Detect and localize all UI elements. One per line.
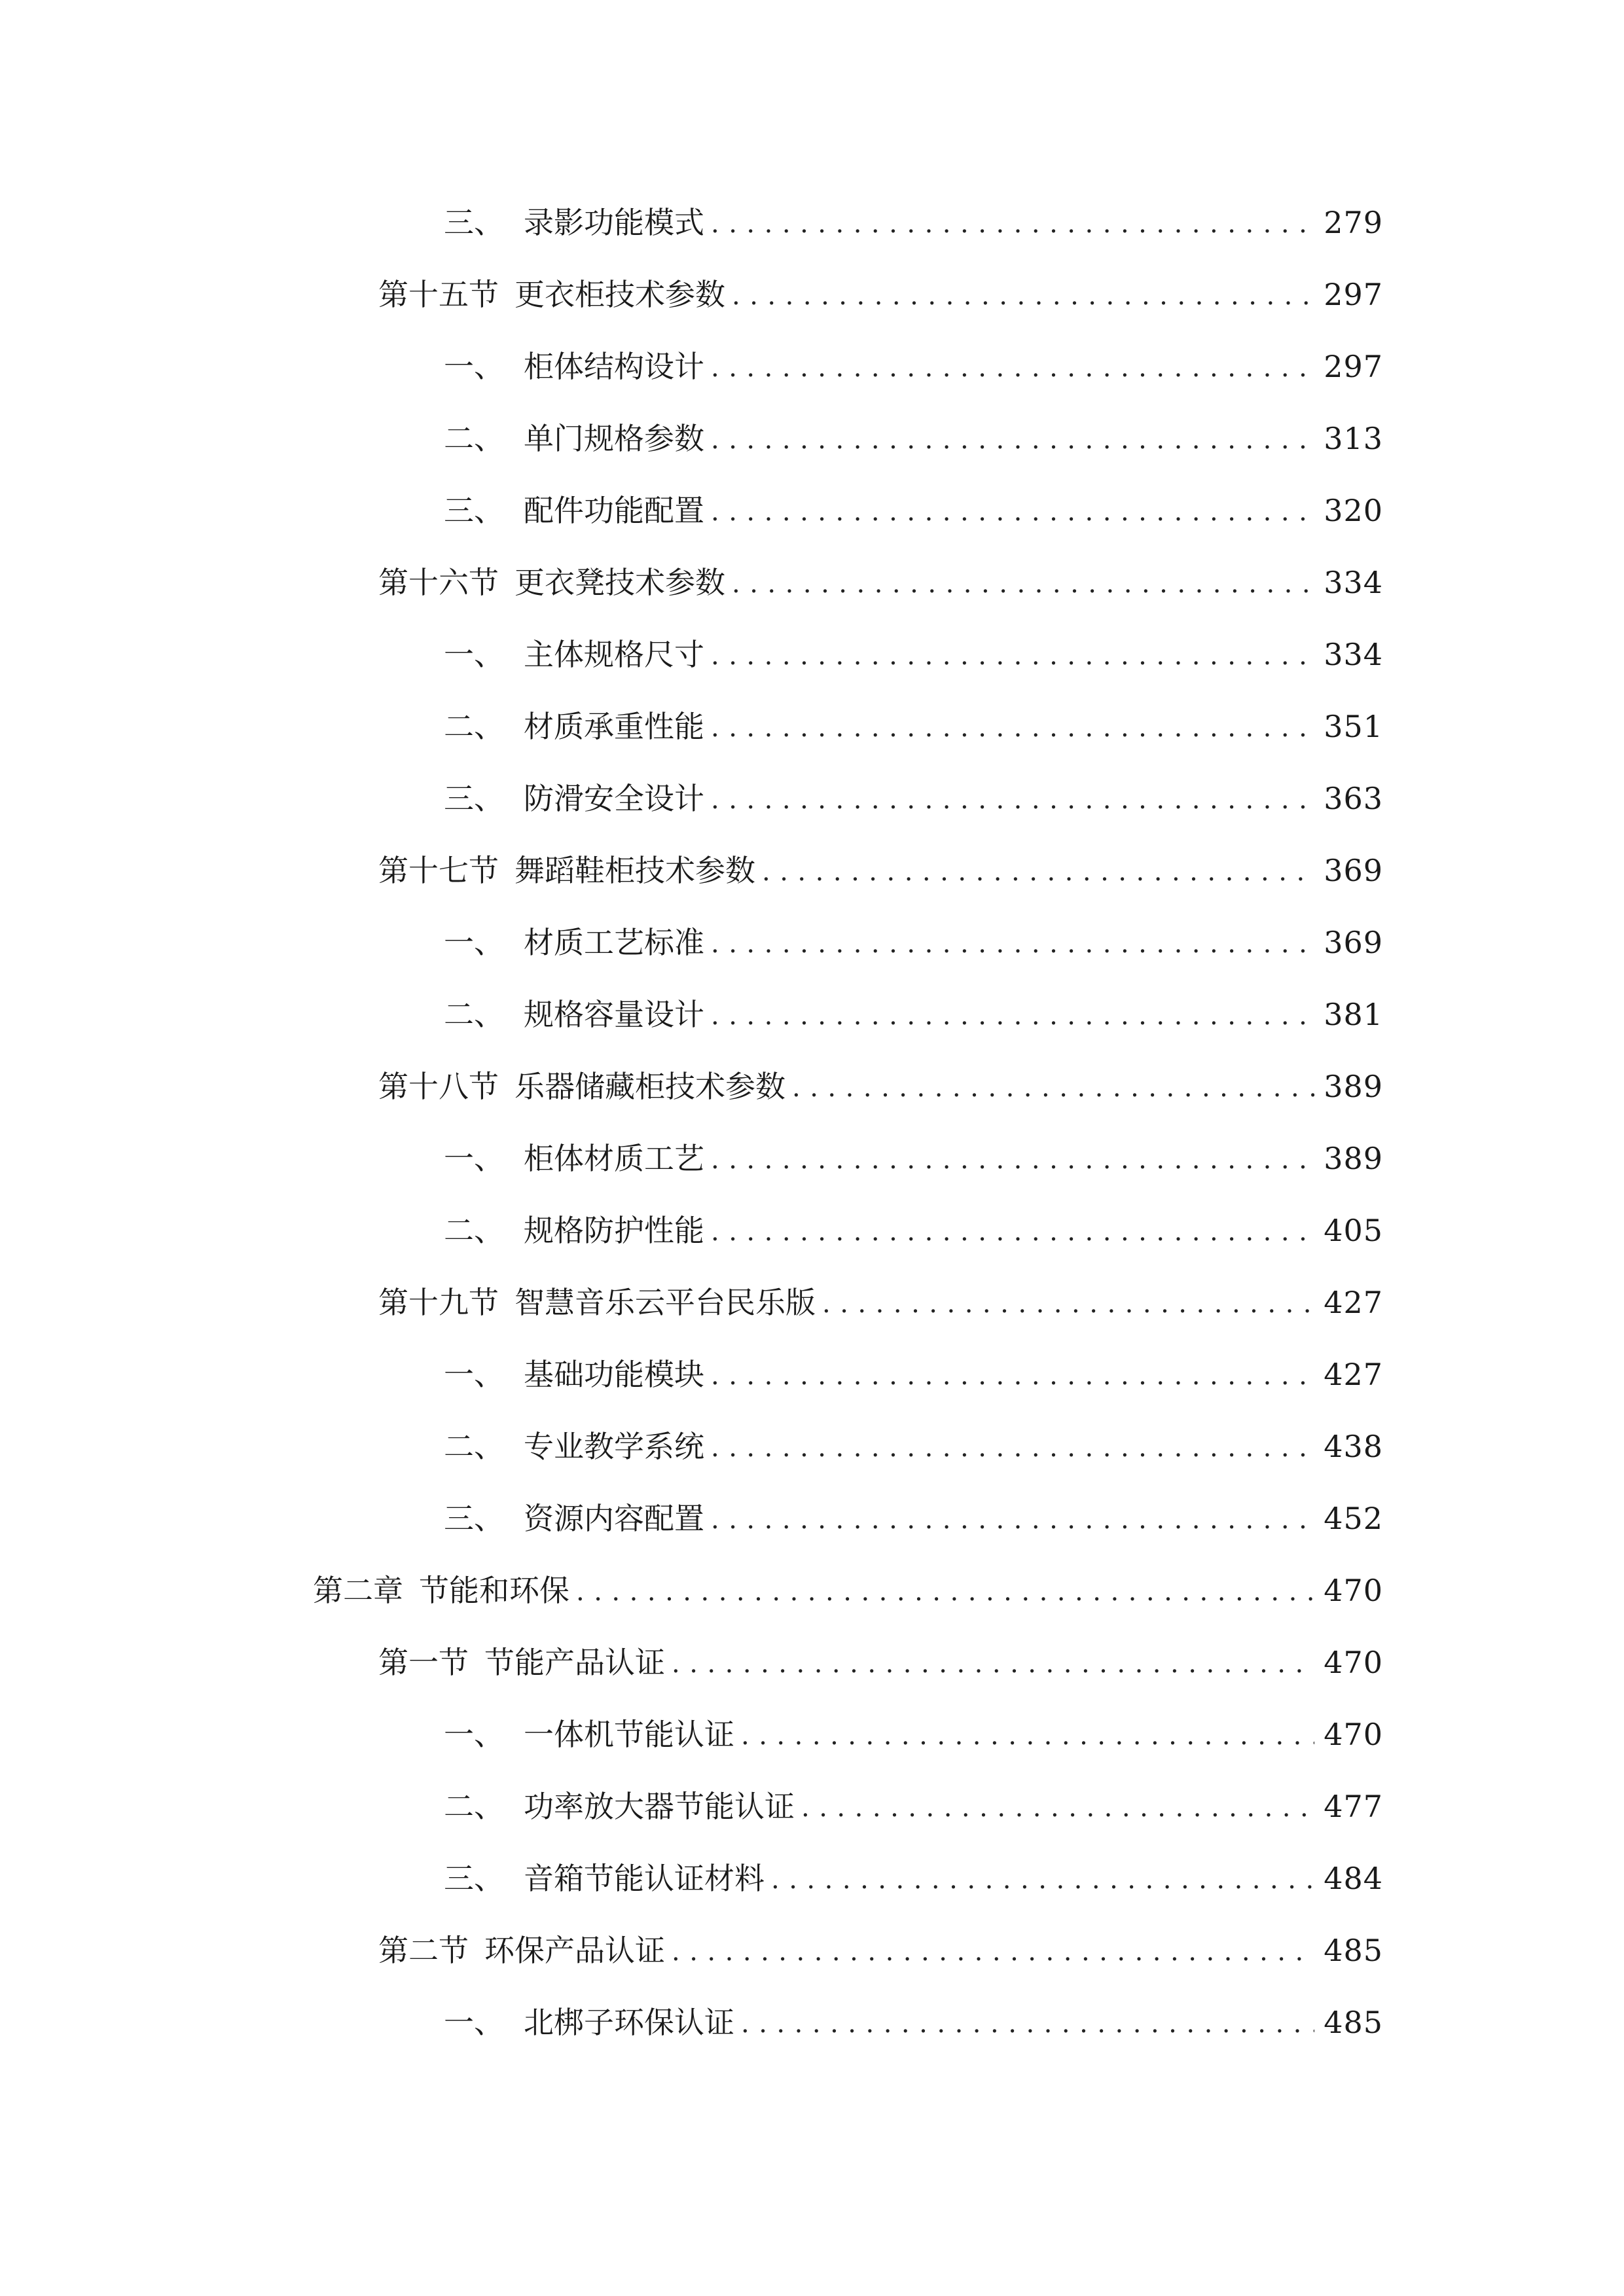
toc-entry[interactable]	[378, 550, 1383, 602]
toc-entry[interactable]	[444, 406, 1383, 458]
toc-entry-title: 规格容量设计	[524, 997, 704, 1032]
dot-leader	[792, 1069, 1314, 1106]
toc-entry-number: 第十八节	[378, 1069, 499, 1104]
toc-entry-page: 313	[1324, 421, 1383, 456]
dot-leader	[576, 1573, 1314, 1610]
dot-leader	[711, 493, 1314, 530]
toc-entry-title: 舞蹈鞋柜技术参数	[514, 853, 755, 888]
toc-entry-page: 369	[1324, 853, 1383, 888]
toc-entry-number: 第十五节	[378, 277, 499, 312]
toc-entry-title: 乐器储藏柜技术参数	[514, 1069, 785, 1104]
toc-entry-number: 三、	[444, 1501, 504, 1536]
dot-leader	[672, 1933, 1314, 1970]
toc-entry-number: 一、	[444, 1141, 504, 1176]
toc-entry-number: 三、	[444, 1861, 504, 1896]
toc-entry-page: 477	[1324, 1789, 1383, 1824]
dot-leader	[732, 565, 1314, 602]
dot-leader	[711, 781, 1314, 818]
toc-entry-title: 录影功能模式	[524, 205, 704, 240]
toc-entry-title: 材质工艺标准	[524, 925, 704, 960]
toc-entry[interactable]	[313, 1558, 1383, 1610]
dot-leader	[711, 422, 1314, 458]
toc-entry-number: 二、	[444, 1789, 504, 1824]
toc-entry-number: 第二节	[378, 1933, 469, 1968]
toc-entry-page: 381	[1324, 997, 1383, 1032]
toc-entry-number: 一、	[444, 925, 504, 960]
toc-entry-title: 北梆子环保认证	[524, 2005, 734, 2040]
dot-leader	[711, 350, 1314, 386]
toc-entry[interactable]	[378, 838, 1383, 890]
toc-entry-title: 单门规格参数	[524, 421, 704, 456]
toc-entry[interactable]	[444, 982, 1383, 1034]
dot-leader	[801, 1789, 1314, 1826]
toc-entry-page: 389	[1324, 1141, 1383, 1176]
toc-entry-title: 防滑安全设计	[524, 781, 704, 816]
toc-entry[interactable]	[444, 1342, 1383, 1394]
toc-entry-number: 二、	[444, 421, 504, 456]
toc-entry-page: 427	[1324, 1285, 1383, 1320]
toc-entry-number: 第十九节	[378, 1285, 499, 1320]
toc-entry[interactable]	[444, 910, 1383, 962]
toc-entry-page: 297	[1324, 349, 1383, 384]
toc-entry[interactable]	[378, 1270, 1383, 1322]
toc-entry-title: 主体规格尺寸	[524, 637, 704, 672]
toc-entry[interactable]	[444, 694, 1383, 746]
toc-entry-page: 484	[1324, 1861, 1383, 1896]
dot-leader	[711, 1357, 1314, 1394]
toc-entry[interactable]	[444, 478, 1383, 530]
toc-entry-title: 规格防护性能	[524, 1213, 704, 1248]
toc-entry-title: 柜体材质工艺	[524, 1141, 704, 1176]
toc-entry-number: 一、	[444, 637, 504, 672]
toc-entry-number: 三、	[444, 493, 504, 528]
dot-leader	[711, 925, 1314, 962]
toc-entry-title: 音箱节能认证材料	[524, 1861, 765, 1896]
dot-leader	[711, 1213, 1314, 1250]
toc-entry-page: 485	[1324, 2005, 1383, 2040]
toc-entry-title: 柜体结构设计	[524, 349, 704, 384]
toc-entry-title: 资源内容配置	[524, 1501, 704, 1536]
toc-entry[interactable]	[444, 190, 1383, 242]
toc-entry[interactable]	[444, 334, 1383, 386]
toc-entry-title: 节能和环保	[419, 1573, 569, 1608]
toc-entry-number: 一、	[444, 1717, 504, 1752]
toc-entry-page: 452	[1324, 1501, 1383, 1536]
toc-entry-page: 297	[1324, 277, 1383, 312]
toc-entry-title: 智慧音乐云平台民乐版	[514, 1285, 816, 1320]
toc-entry[interactable]	[378, 262, 1383, 314]
toc-entry-number: 二、	[444, 1429, 504, 1464]
toc-entry-title: 功率放大器节能认证	[524, 1789, 795, 1824]
toc-entry-title: 环保产品认证	[484, 1933, 665, 1968]
toc-entry[interactable]	[444, 622, 1383, 674]
toc-entry-title: 材质承重性能	[524, 709, 704, 744]
toc-entry-page: 470	[1324, 1573, 1383, 1608]
dot-leader	[822, 1285, 1314, 1322]
dot-leader	[711, 637, 1314, 674]
toc-entry-page: 334	[1324, 565, 1383, 600]
dot-leader	[711, 206, 1314, 242]
toc-entry[interactable]	[378, 1630, 1383, 1682]
toc-entry-title: 节能产品认证	[484, 1645, 665, 1680]
toc-entry[interactable]	[378, 1918, 1383, 1970]
toc-entry-page: 438	[1324, 1429, 1383, 1464]
toc-entry-title: 一体机节能认证	[524, 1717, 734, 1752]
toc-entry-title: 基础功能模块	[524, 1357, 704, 1392]
dot-leader	[741, 2005, 1314, 2042]
toc-entry-number: 三、	[444, 205, 504, 240]
toc-entry-page: 427	[1324, 1357, 1383, 1392]
toc-entry-number: 第十六节	[378, 565, 499, 600]
toc-entry[interactable]	[378, 1054, 1383, 1106]
dot-leader	[732, 278, 1314, 314]
toc-entry-page: 485	[1324, 1933, 1383, 1968]
toc-entry-page: 363	[1324, 781, 1383, 816]
toc-entry-number: 二、	[444, 709, 504, 744]
dot-leader	[711, 997, 1314, 1034]
toc-entry[interactable]	[444, 1846, 1383, 1898]
toc-entry-page: 279	[1324, 205, 1383, 240]
dot-leader	[672, 1645, 1314, 1682]
dot-leader	[762, 853, 1314, 890]
toc-entry-number: 二、	[444, 1213, 504, 1248]
toc-entry-page: 369	[1324, 925, 1383, 960]
toc-entry[interactable]	[444, 1990, 1383, 2042]
toc-entry[interactable]	[444, 1126, 1383, 1178]
toc-entry-number: 第十七节	[378, 853, 499, 888]
dot-leader	[771, 1861, 1314, 1898]
toc-entry[interactable]	[444, 1702, 1383, 1754]
toc-entry-title: 更衣凳技术参数	[514, 565, 725, 600]
toc-entry[interactable]	[444, 1486, 1383, 1538]
toc-entry-number: 第二章	[313, 1573, 403, 1608]
toc-entry[interactable]	[444, 1774, 1383, 1826]
toc-entry-title: 更衣柜技术参数	[514, 277, 725, 312]
toc-entry-number: 二、	[444, 997, 504, 1032]
toc-entry-page: 405	[1324, 1213, 1383, 1248]
toc-entry-page: 351	[1324, 709, 1383, 744]
toc-entry-number: 第一节	[378, 1645, 469, 1680]
toc-entry-page: 470	[1324, 1645, 1383, 1680]
toc-entry-page: 320	[1324, 493, 1383, 528]
dot-leader	[741, 1717, 1314, 1754]
dot-leader	[711, 1429, 1314, 1466]
toc-entry-page: 334	[1324, 637, 1383, 672]
dot-leader	[711, 709, 1314, 746]
toc-entry-page: 470	[1324, 1717, 1383, 1752]
dot-leader	[711, 1141, 1314, 1178]
toc-entry-number: 一、	[444, 1357, 504, 1392]
toc-entry[interactable]	[444, 1414, 1383, 1466]
toc-entry-title: 配件功能配置	[524, 493, 704, 528]
toc-entry-number: 三、	[444, 781, 504, 816]
toc-entry-number: 一、	[444, 2005, 504, 2040]
toc-entry-title: 专业教学系统	[524, 1429, 704, 1464]
toc-entry[interactable]	[444, 1198, 1383, 1250]
toc-entry-page: 389	[1324, 1069, 1383, 1104]
toc-entry-number: 一、	[444, 349, 504, 384]
toc-entry[interactable]	[444, 766, 1383, 818]
dot-leader	[711, 1501, 1314, 1538]
